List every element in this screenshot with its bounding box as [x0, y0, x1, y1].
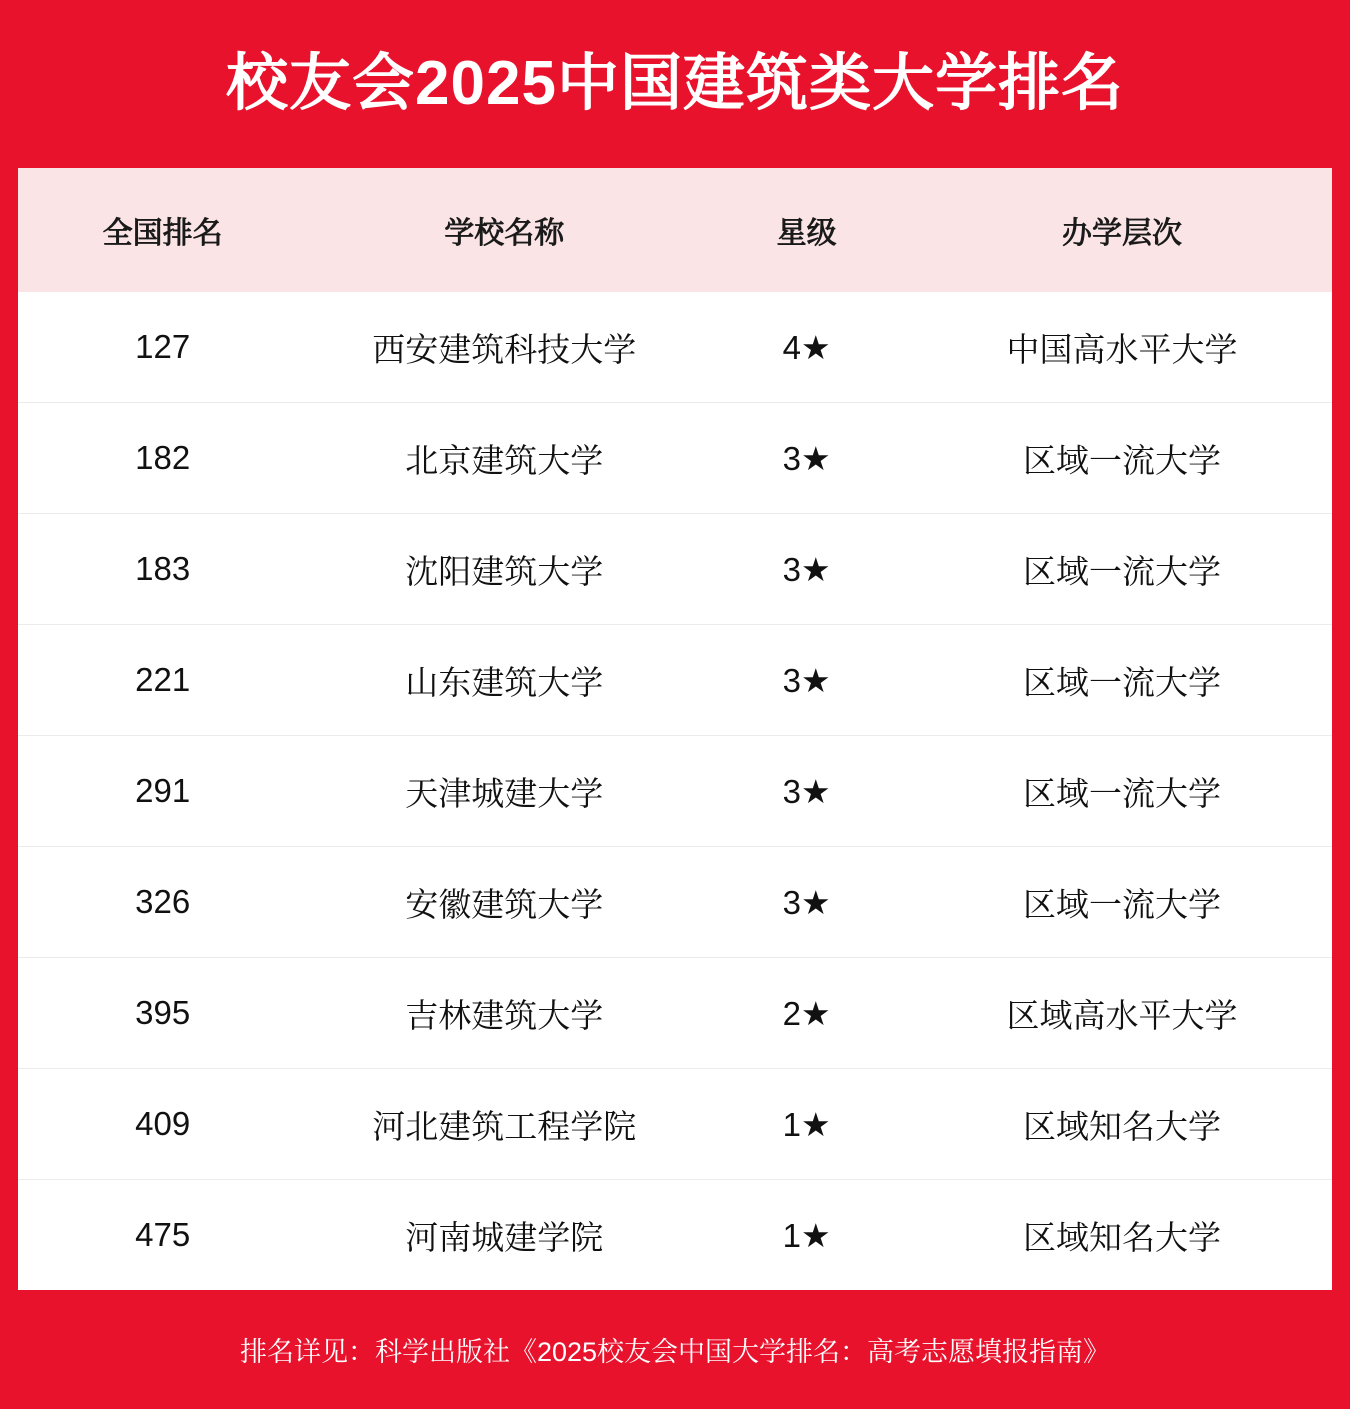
- cell-rank: 326: [18, 847, 307, 958]
- cell-rank: 409: [18, 1069, 307, 1180]
- cell-level: 区域一流大学: [912, 736, 1332, 847]
- cell-school-name: 北京建筑大学: [307, 403, 701, 514]
- cell-star: 1★: [701, 1069, 912, 1180]
- cell-school-name: 西安建筑科技大学: [307, 292, 701, 403]
- ranking-table-container: [18, 168, 1332, 1290]
- cell-rank: 395: [18, 958, 307, 1069]
- cell-level: 区域知名大学: [912, 1180, 1332, 1291]
- table-row: [18, 1069, 1332, 1180]
- cell-star: 3★: [701, 625, 912, 736]
- table-row: [18, 625, 1332, 736]
- cell-level: 区域高水平大学: [912, 958, 1332, 1069]
- cell-star: 1★: [701, 1180, 912, 1291]
- cell-school-name: 山东建筑大学: [307, 625, 701, 736]
- ranking-table: [18, 168, 1332, 1290]
- cell-level: 区域知名大学: [912, 1069, 1332, 1180]
- page-header: [0, 0, 1350, 168]
- cell-star: 3★: [701, 403, 912, 514]
- column-header-star: 星级: [701, 168, 912, 292]
- cell-school-name: 河北建筑工程学院: [307, 1069, 701, 1180]
- cell-level: 区域一流大学: [912, 847, 1332, 958]
- table-row: [18, 847, 1332, 958]
- column-header-level: 办学层次: [912, 168, 1332, 292]
- cell-school-name: 河南城建学院: [307, 1180, 701, 1291]
- cell-star: 3★: [701, 847, 912, 958]
- cell-level: 区域一流大学: [912, 514, 1332, 625]
- cell-school-name: 天津城建大学: [307, 736, 701, 847]
- cell-level: 区域一流大学: [912, 625, 1332, 736]
- table-row: [18, 403, 1332, 514]
- cell-star: 2★: [701, 958, 912, 1069]
- cell-level: 区域一流大学: [912, 403, 1332, 514]
- table-row: [18, 736, 1332, 847]
- cell-rank: 291: [18, 736, 307, 847]
- footer-note: 排名详见：科学出版社《2025校友会中国大学排名：高考志愿填报指南》: [239, 1337, 1111, 1367]
- cell-school-name: 吉林建筑大学: [307, 958, 701, 1069]
- cell-rank: 475: [18, 1180, 307, 1291]
- table-row: [18, 958, 1332, 1069]
- table-header-row: [18, 168, 1332, 292]
- table-row: [18, 292, 1332, 403]
- table-row: [18, 1180, 1332, 1291]
- cell-rank: 221: [18, 625, 307, 736]
- column-header-school-name: 学校名称: [307, 168, 701, 292]
- page-title: 校友会2025中国建筑类大学排名: [226, 49, 1124, 118]
- column-header-rank: 全国排名: [18, 168, 307, 292]
- table-header: [18, 168, 1332, 292]
- page-footer: [0, 1290, 1350, 1409]
- cell-rank: 183: [18, 514, 307, 625]
- cell-star: 3★: [701, 514, 912, 625]
- table-body: [18, 292, 1332, 1290]
- cell-star: 3★: [701, 736, 912, 847]
- table-row: [18, 514, 1332, 625]
- cell-school-name: 沈阳建筑大学: [307, 514, 701, 625]
- cell-school-name: 安徽建筑大学: [307, 847, 701, 958]
- cell-rank: 182: [18, 403, 307, 514]
- cell-star: 4★: [701, 292, 912, 403]
- cell-rank: 127: [18, 292, 307, 403]
- cell-level: 中国高水平大学: [912, 292, 1332, 403]
